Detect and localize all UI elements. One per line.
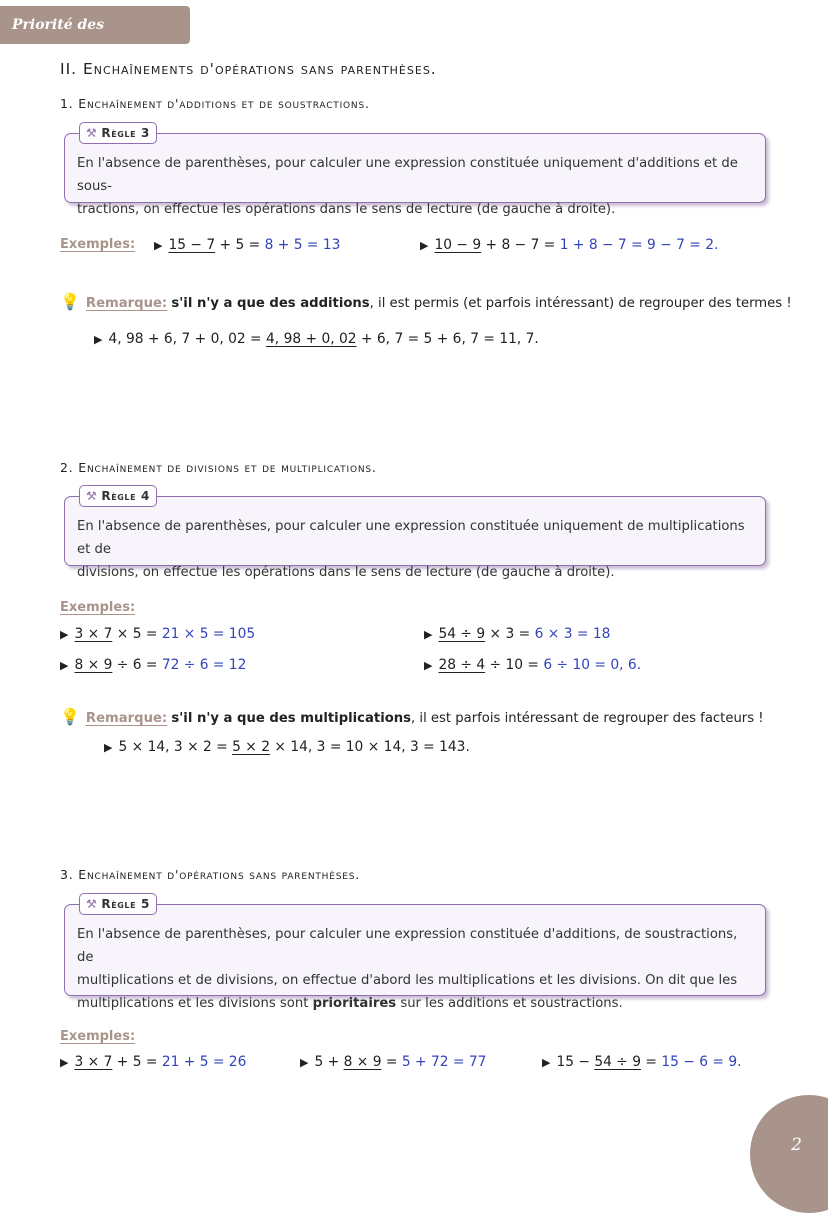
rule-text: tractions, on effectue les opérations dans le sens de lecture (de gauche à droite). <box>77 202 616 217</box>
example-line: ▶ 28 ÷ 4 ÷ 10 = 6 ÷ 10 = 0, 6. <box>424 657 642 673</box>
example-line: ▶ 3 × 7 + 5 = 21 + 5 = 26 <box>60 1054 247 1070</box>
rule-tab-5: ⚒ Règle 5 <box>79 893 157 915</box>
rule-text: En l'absence de parenthèses, pour calculer une expression constituée uniquement d'additions et de sous- <box>77 156 738 194</box>
lightbulb-icon: 💡 <box>60 292 80 311</box>
remark: 💡 Remarque: s'il n'y a que des multiplications, il est parfois intéressant de regrouper des facteurs ! <box>60 707 764 726</box>
example-line: ▶ 54 ÷ 9 × 3 = 6 × 3 = 18 <box>424 626 611 642</box>
triangle-bullet-icon: ▶ <box>420 239 429 252</box>
example-line: ▶ 5 + 8 × 9 = 5 + 72 = 77 <box>300 1054 487 1070</box>
wrench-icon: ⚒ <box>86 897 98 911</box>
remark-example: ▶ 5 × 14, 3 × 2 = 5 × 2 × 14, 3 = 10 × 14, 3 = 143. <box>104 739 470 755</box>
triangle-bullet-icon: ▶ <box>424 628 433 641</box>
triangle-bullet-icon: ▶ <box>154 239 163 252</box>
example-line: ▶ 8 × 9 ÷ 6 = 72 ÷ 6 = 12 <box>60 657 247 673</box>
triangle-bullet-icon: ▶ <box>60 1056 69 1069</box>
chapter-tag: Priorité des opérations <box>0 6 190 44</box>
subsection-title-2: 2. Enchaînement de divisions et de multiplications. <box>60 460 377 475</box>
triangle-bullet-icon: ▶ <box>94 333 103 346</box>
page-number: 2 <box>791 1135 802 1155</box>
examples-label: Exemples: <box>60 1029 136 1044</box>
wrench-icon: ⚒ <box>86 489 98 503</box>
examples-label: Exemples: <box>60 237 136 252</box>
page-corner-decoration <box>750 1095 828 1213</box>
example-line: ▶ 10 − 9 + 8 − 7 = 1 + 8 − 7 = 9 − 7 = 2. <box>420 237 719 253</box>
rule-box-5 <box>64 897 766 1011</box>
triangle-bullet-icon: ▶ <box>300 1056 309 1069</box>
rule-text: multiplications et de divisions, on effectue d'abord les multiplications et les divisions. On dit que les <box>77 973 738 988</box>
lightbulb-icon: 💡 <box>60 707 80 726</box>
subsection-title-1: 1. Enchaînement d'additions et de soustractions. <box>60 96 370 111</box>
section-title: II. Enchaînements d'opérations sans parenthèses. <box>60 60 437 78</box>
rule-text: multiplications et les divisions sont prioritaires sur les additions et soustractions. <box>77 996 623 1011</box>
triangle-bullet-icon: ▶ <box>542 1056 551 1069</box>
rule-box-3 <box>64 126 766 217</box>
wrench-icon: ⚒ <box>86 126 98 140</box>
triangle-bullet-icon: ▶ <box>104 741 113 754</box>
triangle-bullet-icon: ▶ <box>60 659 69 672</box>
rule-tab-4: ⚒ Règle 4 <box>79 485 157 507</box>
remark-example: ▶ 4, 98 + 6, 7 + 0, 02 = 4, 98 + 0, 02 + 6, 7 = 5 + 6, 7 = 11, 7. <box>94 331 539 347</box>
rule-text: En l'absence de parenthèses, pour calculer une expression constituée d'additions, de soustractions, de <box>77 927 738 965</box>
triangle-bullet-icon: ▶ <box>424 659 433 672</box>
rule-tab-3: ⚒ Règle 3 <box>79 122 157 144</box>
example-line: ▶ 15 − 54 ÷ 9 = 15 − 6 = 9. <box>542 1054 742 1070</box>
example-line: ▶ 15 − 7 + 5 = 8 + 5 = 13 <box>154 237 341 253</box>
triangle-bullet-icon: ▶ <box>60 628 69 641</box>
subsection-title-3: 3. Enchaînement d'opérations sans parenthèses. <box>60 867 361 882</box>
example-line: ▶ 3 × 7 × 5 = 21 × 5 = 105 <box>60 626 256 642</box>
rule-text: divisions, on effectue les opérations dans le sens de lecture (de gauche à droite). <box>77 565 615 580</box>
rule-box-4 <box>64 489 766 580</box>
rule-text: En l'absence de parenthèses, pour calculer une expression constituée uniquement de multiplications et de <box>77 519 745 557</box>
remark: 💡 Remarque: s'il n'y a que des additions, il est permis (et parfois intéressant) de regrouper des termes ! <box>60 292 792 311</box>
examples-label: Exemples: <box>60 600 136 615</box>
